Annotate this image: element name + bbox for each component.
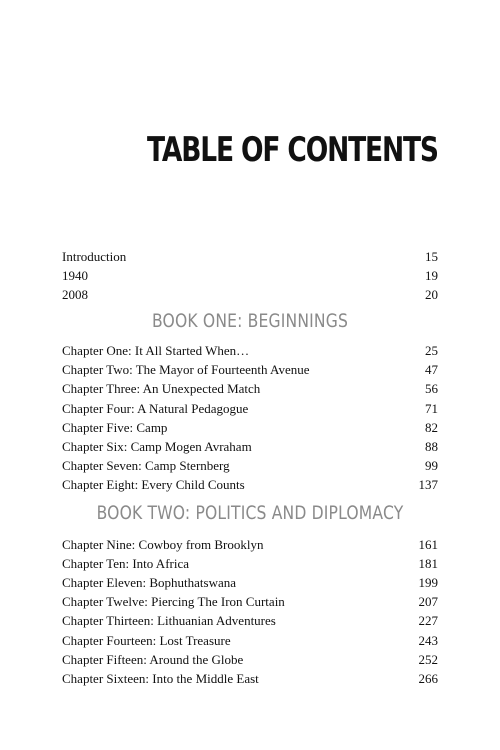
toc-entry-label: Chapter Six: Camp Mogen Avraham bbox=[62, 438, 252, 454]
toc-entry-label: Chapter Ten: Into Africa bbox=[62, 556, 190, 572]
toc-entry[interactable] bbox=[62, 399, 438, 418]
toc-entry-page: 199 bbox=[418, 575, 438, 591]
table-of-contents bbox=[62, 247, 438, 688]
toc-entry[interactable] bbox=[62, 554, 438, 573]
toc-entry-label: Chapter Sixteen: Into the Middle East bbox=[62, 670, 259, 686]
book-two-chapter-list bbox=[62, 535, 438, 688]
toc-entry-page: 181 bbox=[418, 556, 438, 572]
book-two-heading: BOOK TWO: POLITICS AND DIPLOMACY bbox=[96, 502, 404, 525]
toc-entry-page: 71 bbox=[425, 400, 438, 416]
toc-entry[interactable] bbox=[62, 573, 438, 592]
toc-entry-label: Chapter Three: An Unexpected Match bbox=[62, 381, 261, 397]
toc-entry-label: Chapter Eight: Every Child Counts bbox=[62, 476, 245, 492]
toc-entry-label: Chapter Fifteen: Around the Globe bbox=[62, 651, 244, 667]
toc-entry-page: 56 bbox=[425, 381, 438, 397]
toc-entry-page: 19 bbox=[425, 268, 438, 284]
toc-entry-page: 47 bbox=[425, 362, 438, 378]
toc-entry[interactable] bbox=[62, 535, 438, 554]
toc-entry[interactable] bbox=[62, 669, 438, 688]
toc-entry-label: Chapter Seven: Camp Sternberg bbox=[62, 457, 230, 473]
toc-entry-label: Chapter Fourteen: Lost Treasure bbox=[62, 632, 231, 648]
toc-entry[interactable] bbox=[62, 247, 438, 266]
toc-entry-page: 88 bbox=[425, 438, 438, 454]
toc-entry-page: 207 bbox=[418, 594, 438, 610]
toc-entry[interactable] bbox=[62, 379, 438, 398]
toc-entry-label: Introduction bbox=[62, 249, 127, 264]
toc-entry-page: 161 bbox=[418, 537, 438, 553]
toc-entry-page: 25 bbox=[425, 343, 438, 359]
toc-entry-label: Chapter Two: The Mayor of Fourteenth Avenue bbox=[62, 362, 310, 378]
toc-entry[interactable] bbox=[62, 592, 438, 611]
toc-entry-label: Chapter Nine: Cowboy from Brooklyn bbox=[62, 537, 264, 553]
toc-entry-page: 82 bbox=[425, 419, 438, 435]
toc-entry-label: 2008 bbox=[62, 287, 88, 303]
toc-entry-label: 1940 bbox=[62, 268, 88, 284]
toc-entry[interactable] bbox=[62, 360, 438, 379]
toc-entry[interactable] bbox=[62, 611, 438, 630]
toc-entry[interactable] bbox=[62, 475, 438, 494]
toc-entry-page: 99 bbox=[425, 457, 438, 473]
toc-entry-page: 15 bbox=[425, 249, 438, 264]
page-title: TABLE OF CONTENTS bbox=[147, 130, 438, 170]
toc-entry[interactable] bbox=[62, 631, 438, 650]
toc-entry[interactable] bbox=[62, 650, 438, 669]
toc-entry-label: Chapter Four: A Natural Pedagogue bbox=[62, 400, 249, 416]
toc-entry-page: 252 bbox=[418, 651, 438, 667]
toc-entry[interactable] bbox=[62, 418, 438, 437]
front-matter-list bbox=[62, 247, 438, 304]
toc-entry-page: 227 bbox=[418, 613, 438, 629]
toc-entry-label: Chapter One: It All Started When… bbox=[62, 343, 250, 359]
toc-entry-label: Chapter Five: Camp bbox=[62, 419, 168, 435]
toc-entry-label: Chapter Eleven: Bophuthatswana bbox=[62, 575, 237, 591]
book-one-heading: BOOK ONE: BEGINNINGS bbox=[151, 310, 349, 333]
toc-entry-page: 266 bbox=[418, 670, 438, 686]
toc-entry-page: 137 bbox=[418, 476, 438, 492]
toc-entry[interactable] bbox=[62, 456, 438, 475]
toc-entry-page: 243 bbox=[418, 632, 438, 648]
toc-entry[interactable] bbox=[62, 285, 438, 304]
toc-entry-page: 20 bbox=[425, 287, 438, 303]
toc-entry[interactable] bbox=[62, 341, 438, 360]
toc-entry[interactable] bbox=[62, 266, 438, 285]
toc-entry-label: Chapter Twelve: Piercing The Iron Curtain bbox=[62, 594, 285, 610]
toc-entry[interactable] bbox=[62, 437, 438, 456]
book-one-chapter-list bbox=[62, 341, 438, 494]
toc-entry-label: Chapter Thirteen: Lithuanian Adventures bbox=[62, 613, 276, 629]
